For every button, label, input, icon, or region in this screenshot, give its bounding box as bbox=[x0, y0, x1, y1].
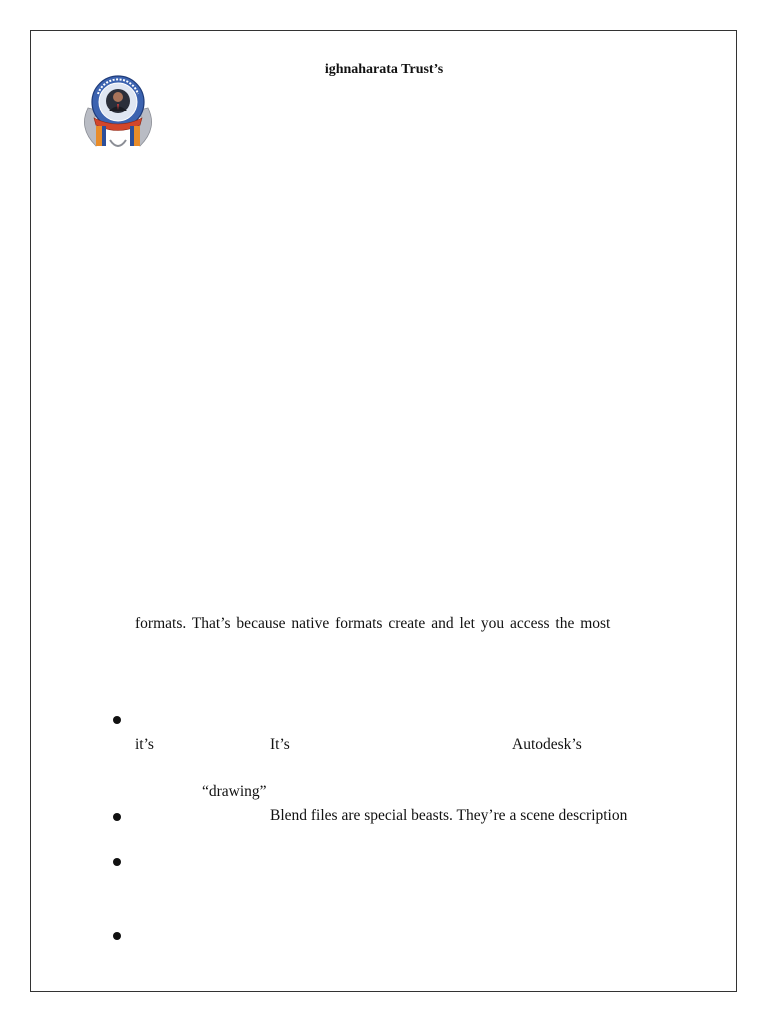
bullet-1-word-b: It’s bbox=[270, 736, 290, 753]
bullet-marker-2 bbox=[113, 813, 121, 821]
page-border bbox=[30, 30, 737, 992]
paragraph-line: formats. That’s because native formats create and let you access the most bbox=[135, 615, 611, 632]
bullet-1-word-a: it’s bbox=[135, 736, 154, 753]
bullet-marker-1 bbox=[113, 716, 121, 724]
trust-name-header: ighnaharata Trust’s bbox=[324, 62, 444, 77]
bullet-2-text: Blend files are special beasts. They’re a scene description bbox=[270, 807, 628, 824]
bullet-marker-3 bbox=[113, 858, 121, 866]
drawing-quote: “drawing” bbox=[202, 783, 267, 800]
bullet-marker-4 bbox=[113, 932, 121, 940]
bullet-1-word-c: Autodesk’s bbox=[512, 736, 582, 753]
trust-emblem-logo bbox=[74, 68, 162, 154]
